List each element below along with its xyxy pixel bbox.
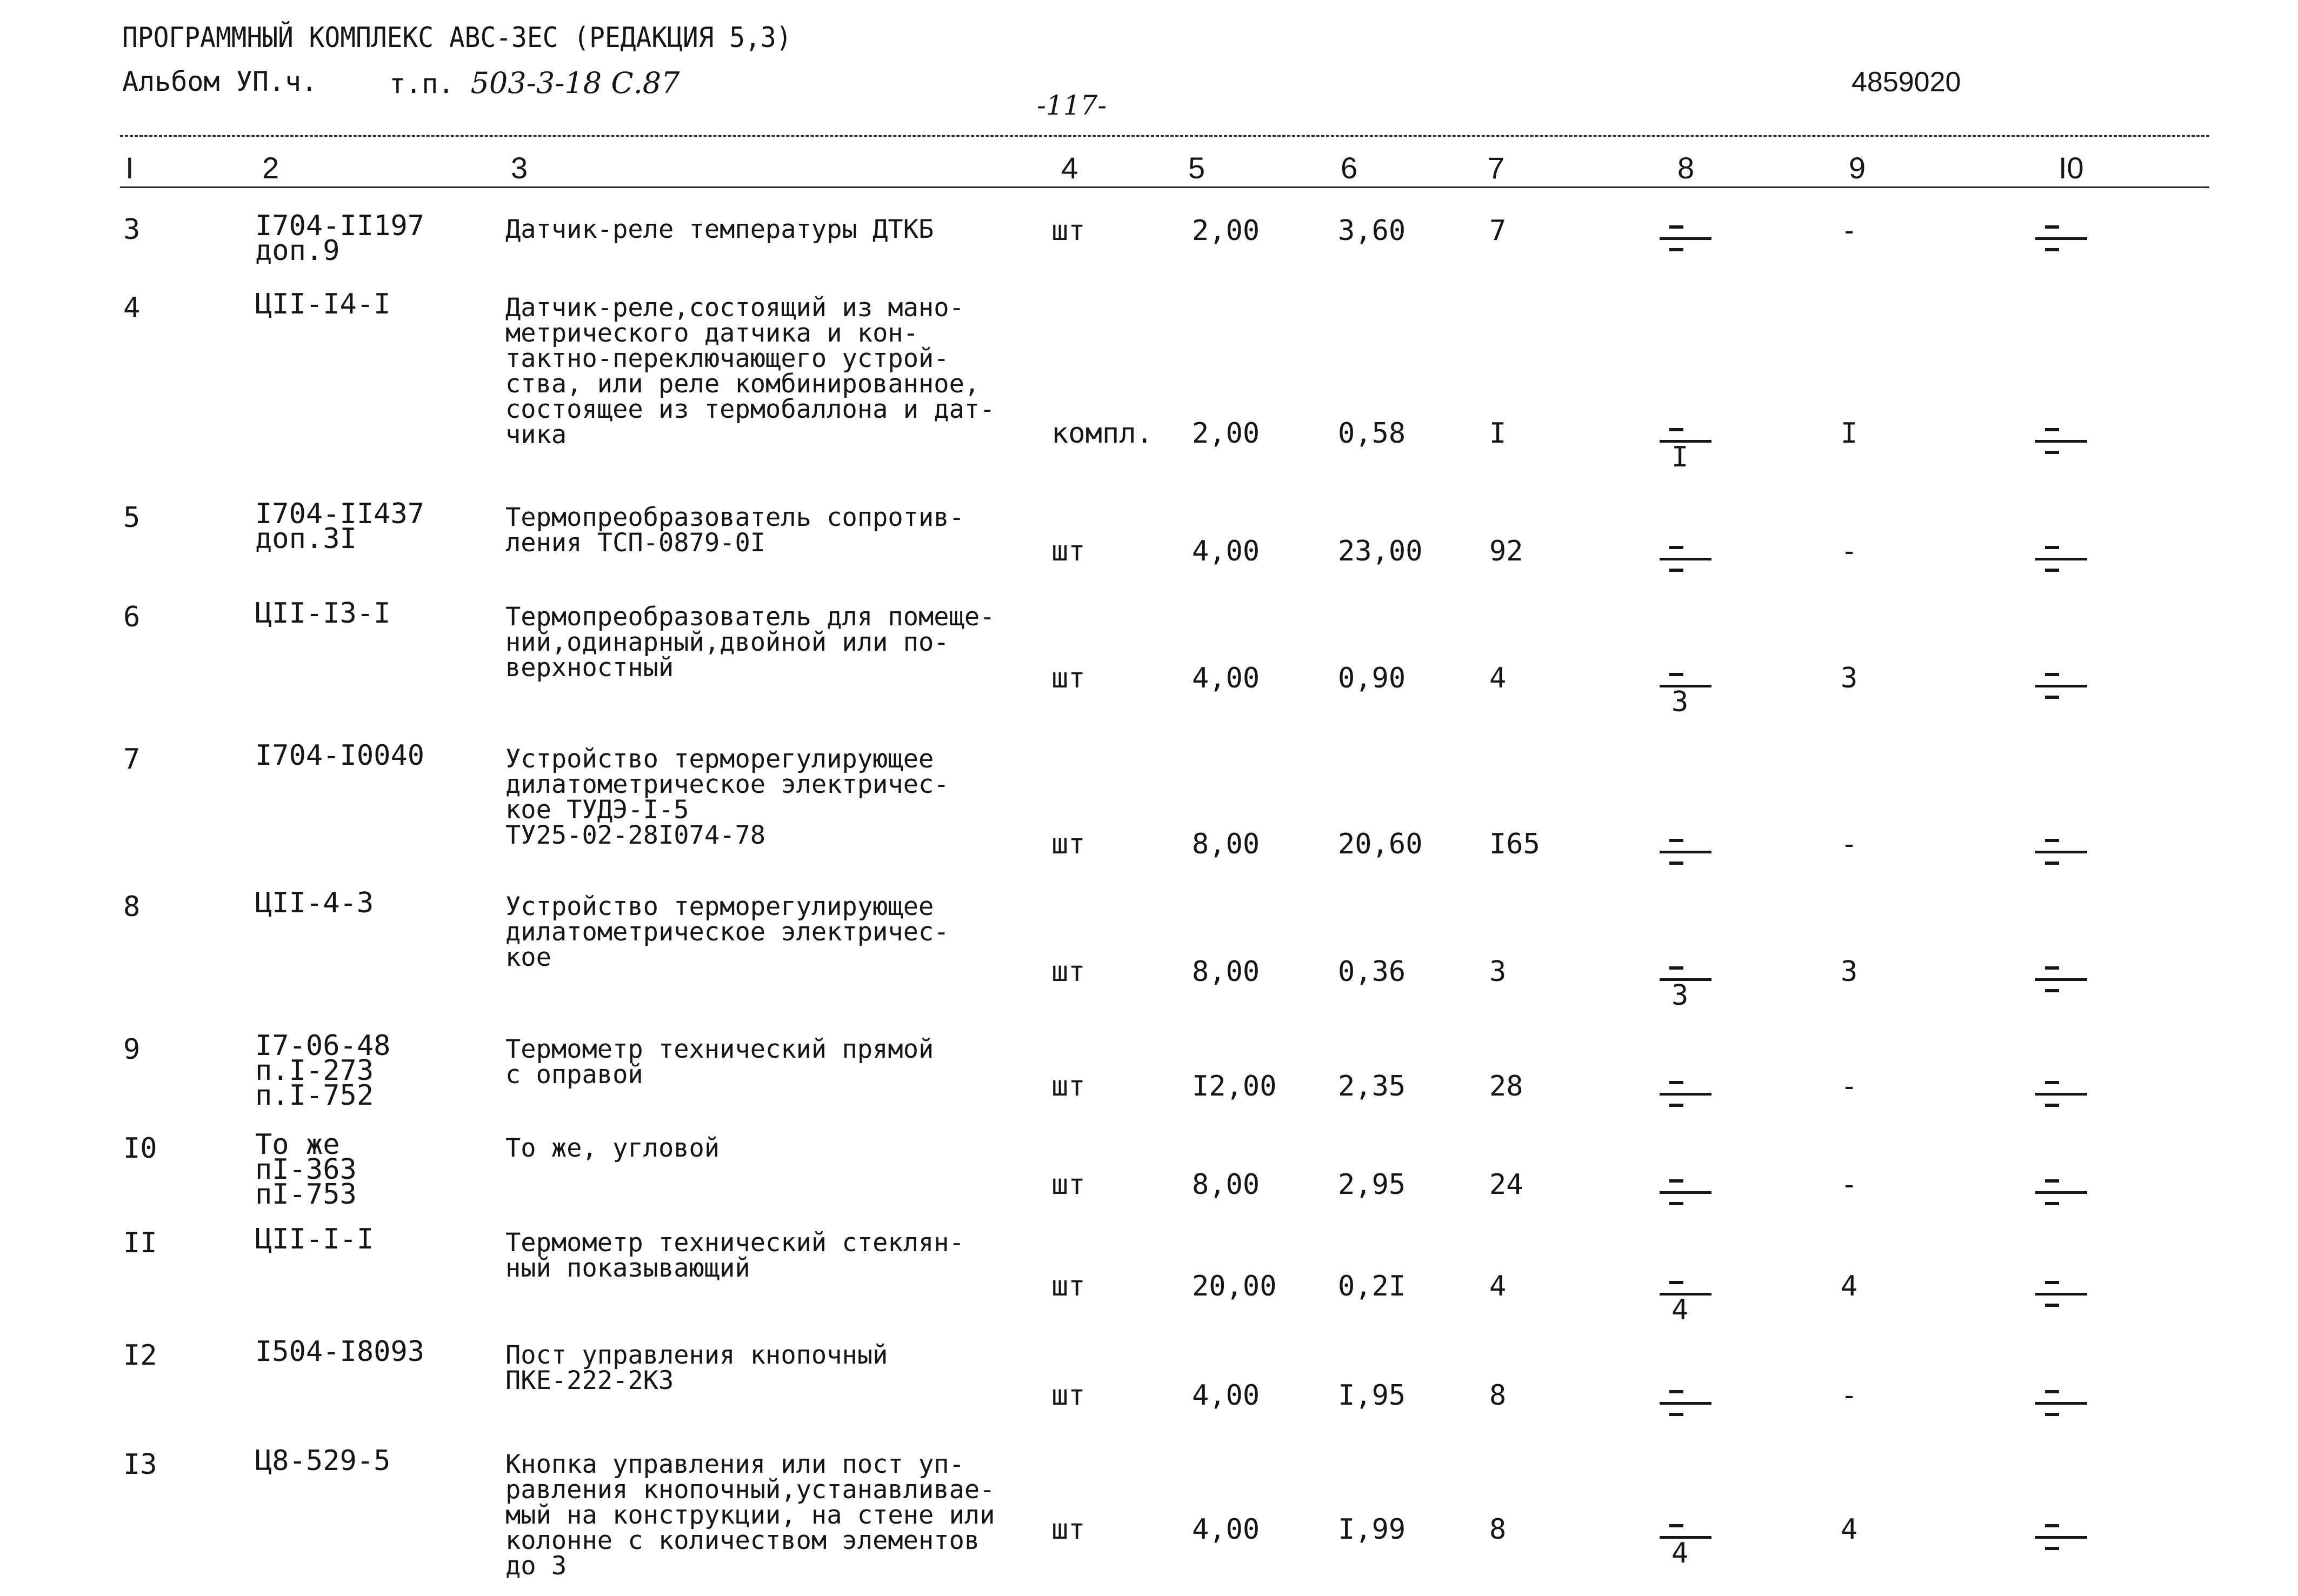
row-total: 4 — [1489, 662, 1507, 695]
column-9-value: 3 — [1841, 956, 1858, 988]
row-description: То же, угловой — [505, 1133, 720, 1163]
column-8-mark — [1660, 1390, 1711, 1444]
column-10-mark — [2035, 1281, 2087, 1335]
column-8-mark — [1660, 225, 1711, 279]
tp-number: 503-3-18 С.87 — [470, 66, 680, 100]
row-price: 0,90 — [1338, 662, 1406, 695]
row-description: Термометр технический стеклян- ный показывающий — [505, 1228, 964, 1283]
row-quantity: 4,00 — [1192, 662, 1260, 695]
row-code: I704-II437 доп.3I — [255, 498, 425, 555]
row-quantity: 4,00 — [1192, 1379, 1260, 1412]
row-price: 20,60 — [1338, 828, 1423, 860]
row-code: ЦII-I4-I — [255, 288, 391, 320]
row-total: 92 — [1489, 535, 1523, 567]
row-quantity: 4,00 — [1192, 1513, 1260, 1546]
row-quantity: 8,00 — [1192, 1168, 1260, 1201]
row-total: 3 — [1489, 956, 1507, 988]
row-price: 2,95 — [1338, 1168, 1406, 1201]
row-price: 0,36 — [1338, 956, 1406, 988]
row-unit: шт — [1051, 828, 1085, 860]
row-total: I — [1489, 417, 1507, 450]
row-code: То же пI-363 пI-753 — [255, 1128, 357, 1211]
page-number: -117- — [1037, 90, 1107, 121]
column-9-value: - — [1841, 1070, 1858, 1103]
column-8-mark — [1660, 1081, 1711, 1135]
row-price: 0,2I — [1338, 1270, 1406, 1303]
row-unit: шт — [1051, 956, 1085, 988]
column-8-value: 4 — [1671, 1537, 1689, 1570]
column-9-value: - — [1841, 1379, 1858, 1412]
row-price: 2,35 — [1338, 1070, 1406, 1103]
tp-label: т.п. — [389, 68, 455, 99]
column-header-5: 5 — [1188, 151, 1205, 185]
column-8-value: I — [1671, 441, 1689, 473]
row-unit: шт — [1051, 1070, 1085, 1103]
row-price: I,95 — [1338, 1379, 1406, 1412]
row-number: 7 — [123, 743, 141, 776]
row-price: 0,58 — [1338, 417, 1406, 450]
album-label: Альбом УП.ч. — [122, 66, 318, 97]
row-code: I7-06-48 п.I-273 п.I-752 — [255, 1030, 391, 1112]
row-unit: шт — [1051, 1513, 1085, 1546]
row-unit: шт — [1051, 662, 1085, 695]
row-unit: шт — [1051, 1379, 1085, 1412]
top-divider — [120, 135, 2209, 137]
column-9-value: - — [1841, 1168, 1858, 1201]
row-total: I65 — [1489, 828, 1540, 860]
column-8-mark — [1660, 839, 1711, 893]
column-header-2: 2 — [262, 151, 279, 185]
doc-number: 4859020 — [1851, 66, 1961, 98]
row-description: Устройство терморегулирующее дилатометрическое электричес- кое — [505, 892, 949, 972]
row-quantity: 2,00 — [1192, 215, 1260, 247]
column-10-mark — [2035, 546, 2087, 600]
column-header-10: I0 — [2059, 151, 2084, 185]
column-8-mark — [1660, 966, 1711, 1020]
row-price: 3,60 — [1338, 215, 1406, 247]
column-10-mark — [2035, 1179, 2087, 1233]
row-total: 8 — [1489, 1379, 1507, 1412]
row-number: I0 — [123, 1132, 157, 1165]
column-8-mark — [1660, 546, 1711, 600]
row-description: Датчик-реле,состоящий из мано- метрического датчика и кон- тактно-переключающего устрой- ства, или реле комбинированное, состоящее из термобаллона и дат- чика — [505, 293, 995, 450]
column-8-mark — [1660, 673, 1711, 727]
column-header-4: 4 — [1061, 151, 1078, 185]
row-total: 8 — [1489, 1513, 1507, 1546]
column-9-value: 4 — [1841, 1270, 1858, 1303]
tp-reference — [389, 66, 680, 100]
row-unit: шт — [1051, 1270, 1085, 1303]
column-10-mark — [2035, 1524, 2087, 1578]
row-quantity: 8,00 — [1192, 828, 1260, 860]
row-code: I504-I8093 — [255, 1335, 425, 1368]
row-unit: шт — [1051, 1168, 1085, 1201]
row-description: Кнопка управления или пост уп- равления кнопочный,устанавливае- мый на конструкции, на стене или колонне с количеством элементов до 3 — [505, 1450, 995, 1581]
column-header-6: 6 — [1341, 151, 1358, 185]
document-title: ПРОГРАММНЫЙ КОМПЛЕКС АВС-3ЕС (РЕДАКЦИЯ 5,3) — [122, 22, 792, 54]
column-8-mark — [1660, 1179, 1711, 1233]
row-quantity: I2,00 — [1192, 1070, 1277, 1103]
row-price: 23,00 — [1338, 535, 1423, 567]
row-unit: компл. — [1051, 417, 1153, 450]
row-number: II — [123, 1227, 157, 1259]
row-total: 24 — [1489, 1168, 1523, 1201]
column-9-value: 4 — [1841, 1513, 1858, 1546]
row-number: 4 — [123, 292, 141, 324]
row-code: ЦII-I3-I — [255, 597, 391, 630]
column-8-value: 3 — [1671, 686, 1689, 718]
row-quantity: 2,00 — [1192, 417, 1260, 450]
column-8-mark — [1660, 1281, 1711, 1335]
column-9-value: 3 — [1841, 662, 1858, 695]
column-header-8: 8 — [1677, 151, 1695, 185]
row-unit: шт — [1051, 215, 1085, 247]
row-number: 9 — [123, 1033, 141, 1066]
column-header-7: 7 — [1488, 151, 1505, 185]
row-description: Устройство терморегулирующее дилатометрическое электричес- кое ТУДЭ-I-5 ТУ25-02-28I074-78 — [505, 744, 949, 850]
column-header-1: I — [125, 151, 134, 185]
column-10-mark — [2035, 428, 2087, 482]
row-quantity: 4,00 — [1192, 535, 1260, 567]
column-8-mark — [1660, 428, 1711, 482]
column-10-mark — [2035, 225, 2087, 279]
row-total: 7 — [1489, 215, 1507, 247]
row-description: Пост управления кнопочный ПКЕ-222-2КЗ — [505, 1340, 888, 1395]
row-description: Термопреобразователь для помеще- ний,одинарный,двойной или по- верхностный — [505, 602, 995, 683]
row-number: 8 — [123, 891, 141, 923]
column-10-mark — [2035, 839, 2087, 893]
row-total: 28 — [1489, 1070, 1523, 1103]
row-code: Ц8-529-5 — [255, 1445, 391, 1477]
column-9-value: - — [1841, 828, 1858, 860]
row-number: 6 — [123, 601, 141, 633]
row-number: 3 — [123, 213, 141, 246]
row-quantity: 20,00 — [1192, 1270, 1277, 1303]
row-description: Датчик-реле температуры ДТКБ — [505, 215, 934, 244]
row-code: I704-II197 доп.9 — [255, 210, 425, 267]
column-9-value: I — [1841, 417, 1858, 450]
column-9-value: - — [1841, 215, 1858, 247]
column-header-3: 3 — [511, 151, 528, 185]
column-9-value: - — [1841, 535, 1858, 567]
row-code: ЦII-4-3 — [255, 887, 374, 919]
row-description: Термометр технический прямой с оправой — [505, 1034, 934, 1090]
row-total: 4 — [1489, 1270, 1507, 1303]
row-quantity: 8,00 — [1192, 956, 1260, 988]
row-description: Термопреобразователь сопротив- ления ТСП-0879-0I — [505, 503, 964, 558]
column-10-mark — [2035, 673, 2087, 727]
row-number: I2 — [123, 1339, 157, 1372]
column-10-mark — [2035, 1390, 2087, 1444]
row-price: I,99 — [1338, 1513, 1406, 1546]
column-10-mark — [2035, 966, 2087, 1020]
column-8-value: 3 — [1671, 979, 1689, 1012]
column-8-value: 4 — [1671, 1294, 1689, 1326]
row-code: I704-I0040 — [255, 739, 425, 772]
row-number: I3 — [123, 1448, 157, 1481]
column-8-mark — [1660, 1524, 1711, 1578]
column-10-mark — [2035, 1081, 2087, 1135]
column-header-divider — [120, 186, 2209, 188]
row-number: 5 — [123, 502, 141, 534]
row-unit: шт — [1051, 535, 1085, 567]
column-header-9: 9 — [1849, 151, 1866, 185]
row-code: ЦII-I-I — [255, 1223, 374, 1256]
